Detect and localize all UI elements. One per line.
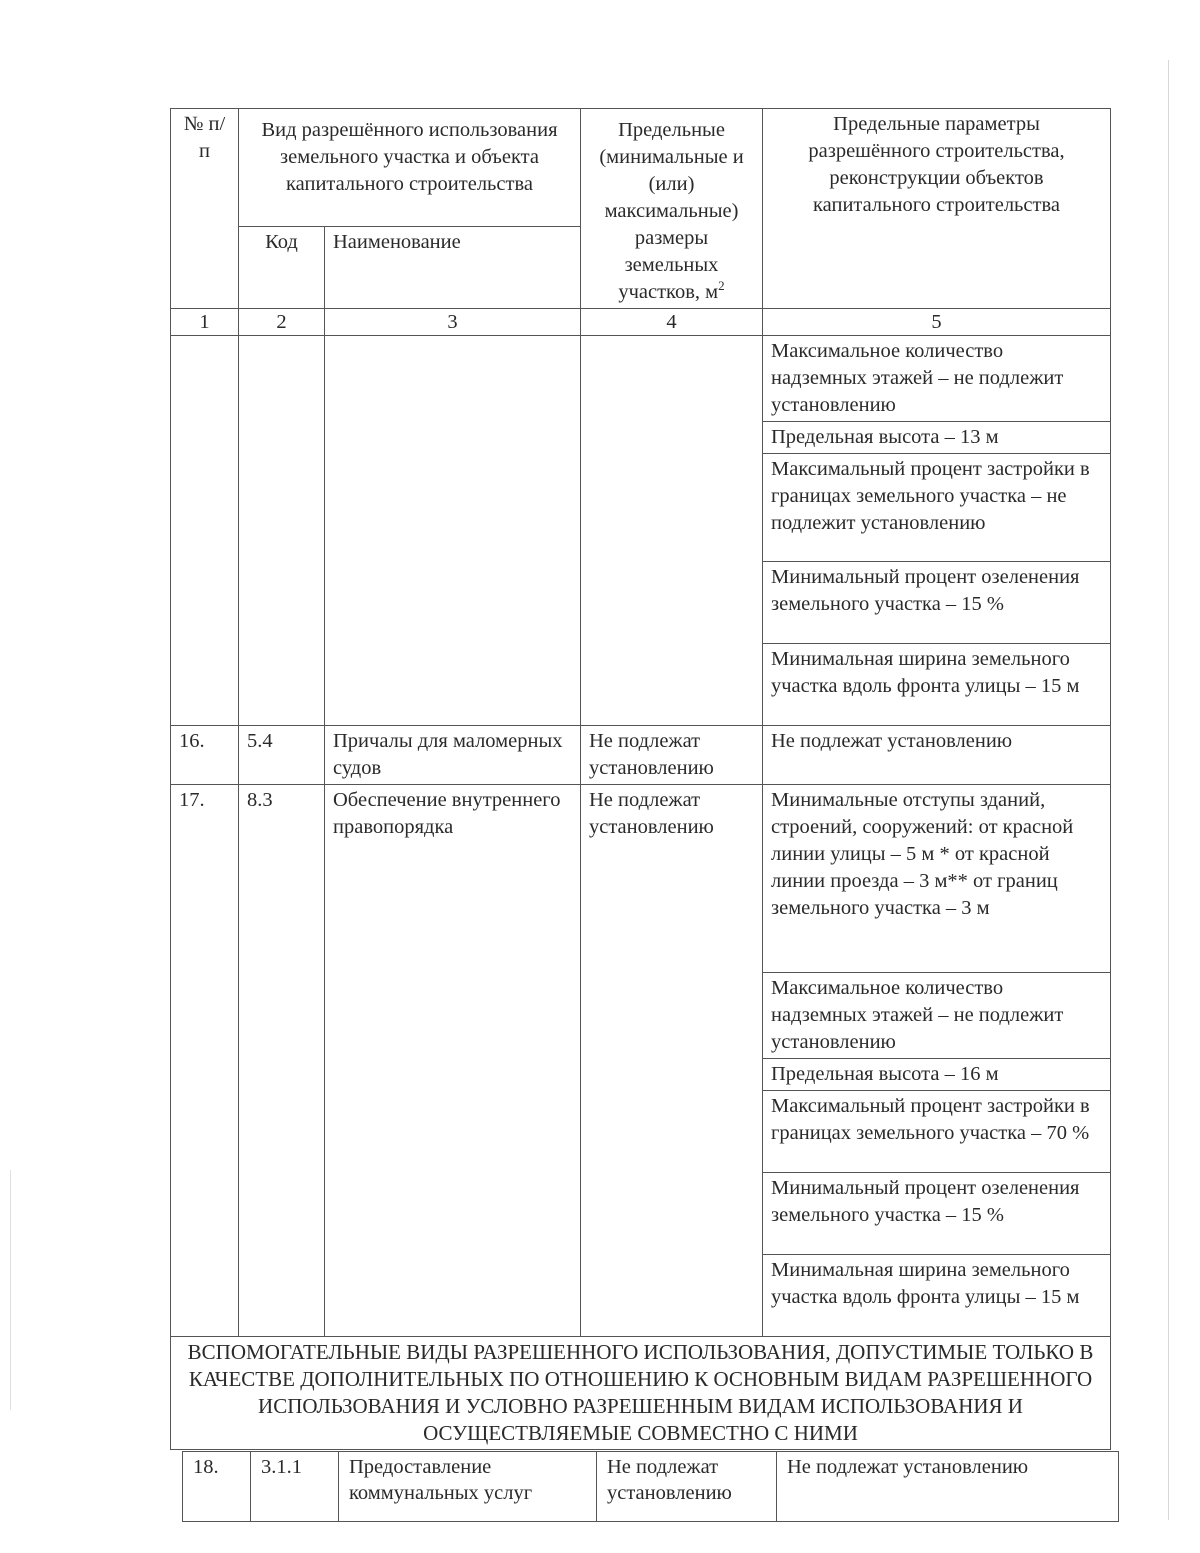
param-cell: Предельная высота – 13 м [763, 422, 1111, 454]
table-row [171, 726, 1111, 785]
row-num: 16. [171, 726, 239, 785]
header-num: № п/п [171, 109, 239, 309]
param-cell: Максимальное количество надземных этажей – не подлежит установлению [763, 973, 1111, 1059]
table-row [183, 1452, 1119, 1522]
param-cell: Предельная высота – 16 м [763, 1059, 1111, 1091]
header-name: Наименование [325, 227, 581, 309]
header-sizes-sup: 2 [718, 278, 725, 294]
row-kod: 5.4 [239, 726, 325, 785]
row-name: Причалы для маломерных судов [325, 726, 581, 785]
header-params: Предельные параметры разрешённого строительства, реконструкции объектов капитального строительства [763, 109, 1111, 309]
header-row [171, 109, 1111, 227]
row-num: 17. [171, 785, 239, 1337]
section-row [171, 1337, 1111, 1450]
param-cell: Не подлежат установлению [763, 726, 1111, 785]
param-cell: Не подлежат установлению [777, 1452, 1119, 1522]
page-edge-line [1168, 60, 1169, 1520]
param-cell: Максимальный процент застройки в границах земельного участка – 70 % [763, 1091, 1111, 1173]
row-sizes: Не подлежат установлению [581, 726, 763, 785]
row-name: Предоставление коммунальных услуг [339, 1452, 597, 1522]
col-number: 4 [581, 309, 763, 336]
col-number: 5 [763, 309, 1111, 336]
col-number: 1 [171, 309, 239, 336]
row-name: Обеспечение внутреннего правопорядка [325, 785, 581, 1337]
page-edge-line [10, 1170, 11, 1410]
param-cell: Минимальный процент озеленения земельного участка – 15 % [763, 562, 1111, 644]
land-use-table [170, 108, 1111, 1450]
header-kod: Код [239, 227, 325, 309]
row-sizes: Не подлежат установлению [597, 1452, 777, 1522]
row-sizes: Не подлежат установлению [581, 785, 763, 1337]
header-sizes [581, 109, 763, 309]
param-cell: Минимальный процент озеленения земельного участка – 15 % [763, 1173, 1111, 1255]
param-cell: Минимальная ширина земельного участка вдоль фронта улицы – 15 м [763, 1255, 1111, 1337]
column-numbers-row [171, 309, 1111, 336]
header-vid-group: Вид разрешённого использования земельного участка и объекта капитального строительства [239, 109, 581, 227]
table-row [171, 336, 1111, 422]
row-kod: 3.1.1 [251, 1452, 339, 1522]
param-cell: Минимальные отступы зданий, строений, сооружений: от красной линии улицы – 5 м * от красной линии проезда – 3 м** от границ земельного участка – 3 м [763, 785, 1111, 973]
row-kod: 8.3 [239, 785, 325, 1337]
col-number: 2 [239, 309, 325, 336]
param-cell: Минимальная ширина земельного участка вдоль фронта улицы – 15 м [763, 644, 1111, 726]
row-num: 18. [183, 1452, 251, 1522]
land-use-table-tail [182, 1451, 1119, 1522]
section-title: ВСПОМОГАТЕЛЬНЫЕ ВИДЫ РАЗРЕШЕННОГО ИСПОЛЬЗОВАНИЯ, ДОПУСТИМЫЕ ТОЛЬКО В КАЧЕСТВЕ ДОПОЛНИТЕЛЬНЫХ ПО ОТНОШЕНИЮ К ОСНОВНЫМ ВИДАМ РАЗРЕШЕННОГО ИСПОЛЬЗОВАНИЯ И УСЛОВНО РАЗРЕШЕННЫМ ВИДАМ ИСПОЛЬЗОВАНИЯ И ОСУЩЕСТВЛЯЕМЫЕ СОВМЕСТНО С НИМИ [171, 1337, 1111, 1450]
param-cell: Максимальное количество надземных этажей – не подлежит установлению [763, 336, 1111, 422]
header-sizes-text: Предельные (минимальные и (или) максимальные) размеры земельных участков, м [599, 119, 744, 303]
col-number: 3 [325, 309, 581, 336]
table-row [171, 785, 1111, 973]
param-cell: Максимальный процент застройки в границах земельного участка – не подлежит установлению [763, 454, 1111, 562]
